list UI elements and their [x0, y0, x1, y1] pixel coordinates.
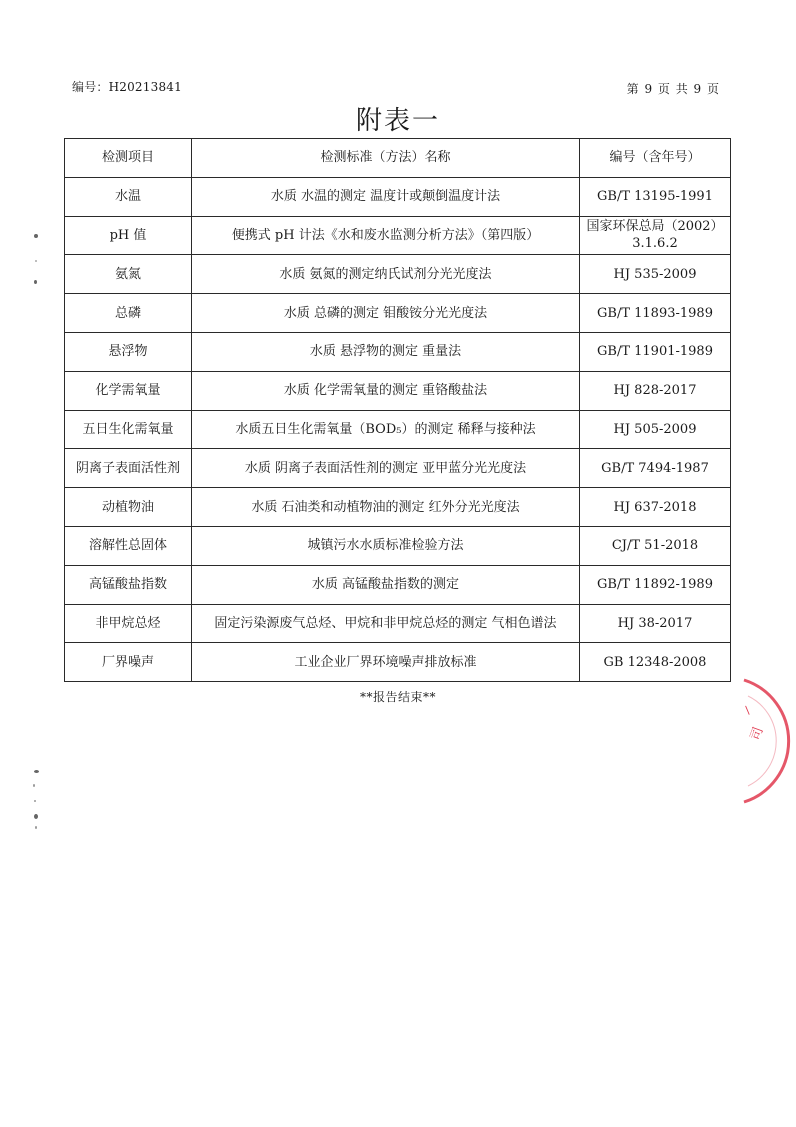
method-cell: 水质 总磷的测定 钼酸铵分光光度法 — [192, 294, 580, 333]
table-row — [65, 177, 731, 216]
scan-speck — [34, 280, 37, 284]
item-cell: 厂界噪声 — [65, 643, 192, 682]
method-cell: 水质 阴离子表面活性剂的测定 亚甲蓝分光光度法 — [192, 449, 580, 488]
scan-speck — [33, 784, 35, 787]
table-row — [65, 294, 731, 333]
table-row — [65, 643, 731, 682]
method-cell: 水质 悬浮物的测定 重量法 — [192, 332, 580, 371]
table-row — [65, 449, 731, 488]
item-cell: 化学需氧量 — [65, 371, 192, 410]
company-seal-stamp — [730, 678, 796, 806]
report-number: 编号：H20213841 — [72, 80, 182, 94]
header-code: 编号（含年号） — [580, 139, 731, 178]
table-row — [65, 565, 731, 604]
page-indicator: 第 9 页 共 9 页 — [626, 82, 720, 96]
method-cell: 水质 氨氮的测定纳氏试剂分光光度法 — [192, 255, 580, 294]
method-cell: 固定污染源废气总烃、甲烷和非甲烷总烃的测定 气相色谱法 — [192, 604, 580, 643]
item-cell: 五日生化需氧量 — [65, 410, 192, 449]
item-cell: 阴离子表面活性剂 — [65, 449, 192, 488]
table-row — [65, 526, 731, 565]
table-row — [65, 371, 731, 410]
code-cell: HJ 38-2017 — [580, 604, 731, 643]
scan-speck — [35, 260, 37, 262]
code-cell: GB/T 11893-1989 — [580, 294, 731, 333]
method-cell: 水质五日生化需氧量（BOD₅）的测定 稀释与接种法 — [192, 410, 580, 449]
scan-speck — [34, 770, 39, 773]
table-row — [65, 488, 731, 527]
item-cell: 动植物油 — [65, 488, 192, 527]
report-end-note: **报告结束** — [359, 690, 436, 704]
svg-text:/: / — [741, 704, 753, 717]
method-cell: 工业企业厂界环境噪声排放标准 — [192, 643, 580, 682]
standards-table — [64, 138, 731, 682]
code-cell: GB/T 7494-1987 — [580, 449, 731, 488]
table-row — [65, 255, 731, 294]
item-cell: 高锰酸盐指数 — [65, 565, 192, 604]
code-cell: GB/T 11901-1989 — [580, 332, 731, 371]
table-row — [65, 410, 731, 449]
table-header-row — [65, 139, 731, 178]
item-cell: 溶解性总固体 — [65, 526, 192, 565]
code-cell: HJ 535-2009 — [580, 255, 731, 294]
method-cell: 水质 石油类和动植物油的测定 红外分光光度法 — [192, 488, 580, 527]
table-row — [65, 332, 731, 371]
header-method: 检测标准（方法）名称 — [192, 139, 580, 178]
code-cell: 国家环保总局（2002）3.1.6.2 — [580, 216, 731, 255]
code-cell: HJ 505-2009 — [580, 410, 731, 449]
item-cell: 氨氮 — [65, 255, 192, 294]
method-cell: 城镇污水水质标准检验方法 — [192, 526, 580, 565]
seal-text-fragment: 司 — [748, 725, 767, 743]
item-cell: 总磷 — [65, 294, 192, 333]
header-item: 检测项目 — [65, 139, 192, 178]
scan-speck — [34, 814, 38, 819]
scan-speck — [34, 800, 36, 802]
method-cell: 水质 水温的测定 温度计或颠倒温度计法 — [192, 177, 580, 216]
scan-speck — [34, 234, 38, 238]
code-cell: GB/T 13195-1991 — [580, 177, 731, 216]
method-cell: 便携式 pH 计法《水和废水监测分析方法》（第四版） — [192, 216, 580, 255]
code-cell: GB/T 11892-1989 — [580, 565, 731, 604]
table-row — [65, 604, 731, 643]
code-cell: GB 12348-2008 — [580, 643, 731, 682]
item-cell: pH 值 — [65, 216, 192, 255]
code-cell: HJ 637-2018 — [580, 488, 731, 527]
code-cell: CJ/T 51-2018 — [580, 526, 731, 565]
method-cell: 水质 化学需氧量的测定 重铬酸盐法 — [192, 371, 580, 410]
item-cell: 悬浮物 — [65, 332, 192, 371]
method-cell: 水质 高锰酸盐指数的测定 — [192, 565, 580, 604]
item-cell: 水温 — [65, 177, 192, 216]
page-title: 附表一 — [355, 106, 440, 136]
item-cell: 非甲烷总烃 — [65, 604, 192, 643]
scan-speck — [35, 826, 37, 829]
table-row — [65, 216, 731, 255]
code-cell: HJ 828-2017 — [580, 371, 731, 410]
